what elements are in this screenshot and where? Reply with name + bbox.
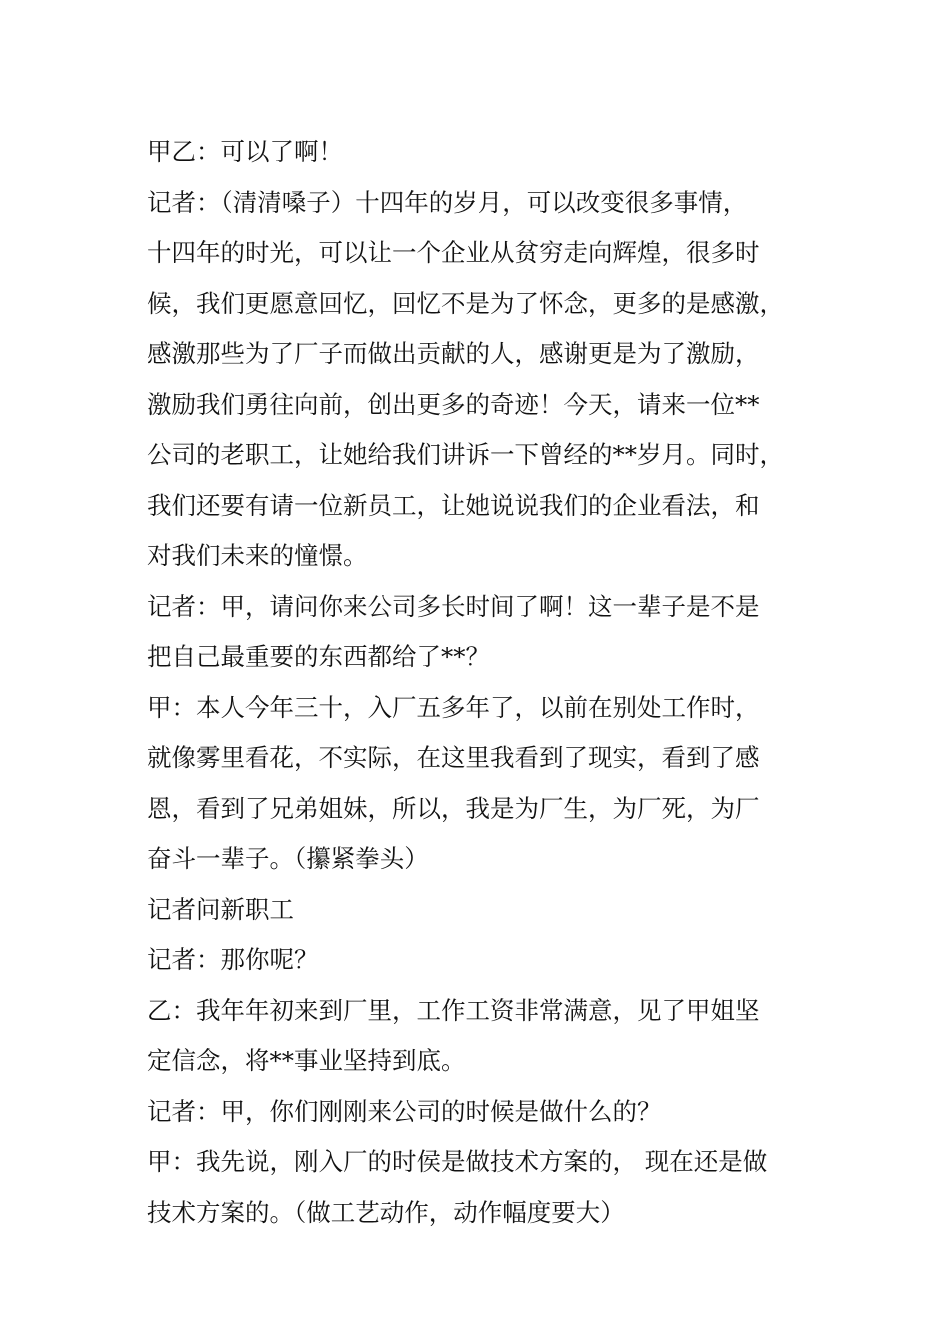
text-line: 奋斗一辈子。（攥紧拳头） <box>147 844 429 873</box>
text-line: 激励我们勇往向前，创出更多的奇迹！今天，请来一位** <box>147 389 760 419</box>
text-line: 定信念，将**事业坚持到底。 <box>147 1046 466 1075</box>
text-line: 技术方案的。（做工艺动作，动作幅度要大） <box>147 1197 625 1227</box>
text-line: 公司的老职工，让她给我们讲诉一下曾经的**岁月。同时， <box>147 440 784 469</box>
text-line: 甲：我先说，刚入厂的时侯是做技术方案的， 现在还是做 <box>147 1147 768 1176</box>
text-line: 记者：那你呢？ <box>147 945 319 974</box>
text-line: 十四年的时光，可以让一个企业从贫穷走向辉煌，很多时 <box>147 238 760 267</box>
text-line: 我们还要有请一位新员工，让她说说我们的企业看法，和 <box>147 490 760 520</box>
text-line: 记者：甲，你们刚刚来公司的时候是做什么的？ <box>147 1096 662 1126</box>
text-line: 甲乙：可以了啊！ <box>147 137 343 166</box>
text-line: 恩，看到了兄弟姐妹，所以，我是为厂生，为厂死，为厂 <box>147 793 760 823</box>
text-line: 候，我们更愿意回忆，回忆不是为了怀念，更多的是感激， <box>147 288 784 318</box>
text-line: 乙：我年年初来到厂里，工作工资非常满意，见了甲姐坚 <box>147 995 760 1025</box>
text-line: 甲：本人今年三十，入厂五多年了，以前在别处工作时， <box>147 692 760 722</box>
text-line: 对我们未来的憧憬。 <box>147 541 368 570</box>
text-line: 感激那些为了厂子而做出贡献的人，感谢更是为了激励， <box>147 339 760 368</box>
text-line: 记者问新职工 <box>147 894 294 924</box>
text-line: 把自己最重要的东西都给了**？ <box>147 642 490 671</box>
text-line: 记者：甲，请问你来公司多长时间了啊！这一辈子是不是 <box>147 591 760 621</box>
document-body <box>147 127 807 1238</box>
text-line: 就像雾里看花，不实际，在这里我看到了现实，看到了感 <box>147 743 760 772</box>
text-line: 记者：（清清嗓子）十四年的岁月，可以改变很多事情， <box>147 187 748 217</box>
